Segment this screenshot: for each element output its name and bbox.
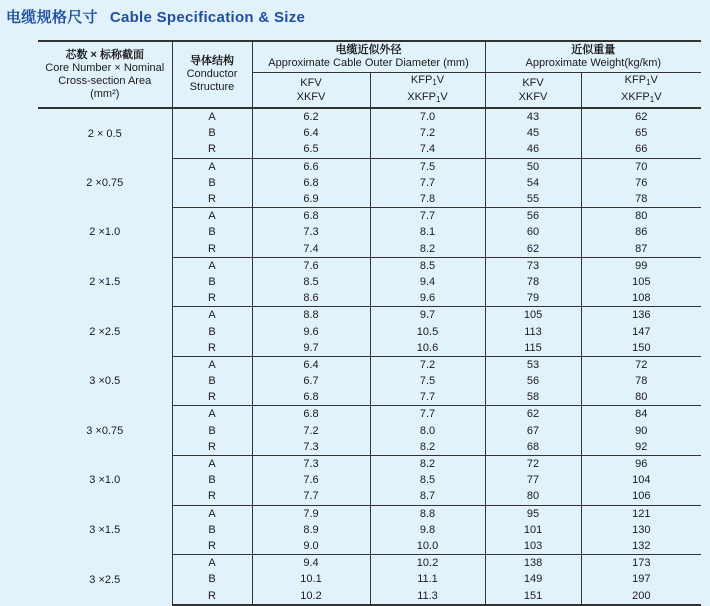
weight-kfv-cell: 60 — [485, 224, 581, 240]
weight-kfv-cell: 54 — [485, 175, 581, 191]
diam-kfp-cell: 9.6 — [370, 290, 485, 307]
diam-kfv-cell: 7.3 — [252, 455, 370, 472]
conductor-cell: R — [172, 290, 252, 307]
header-conductor: 导体结构 Conductor Structure — [172, 41, 252, 108]
diam-kfv-cell: 6.5 — [252, 141, 370, 158]
table-row — [38, 208, 701, 225]
spec-cell: 3 ×2.5 — [89, 573, 121, 586]
conductor-cell: B — [172, 373, 252, 389]
conductor-cell: R — [172, 488, 252, 505]
weight-kfp-cell: 136 — [581, 307, 701, 324]
weight-kfp-cell: 105 — [581, 274, 701, 290]
header-weight-kfp: $KFP_1V$ $XKFP_1V$ — [581, 73, 701, 109]
header-weight: 近似重量 Approximate Weight(kg/km) — [485, 41, 701, 73]
diam-kfp-cell: 7.7 — [370, 406, 485, 423]
weight-kfv-cell: 62 — [485, 406, 581, 423]
diam-kfp-cell: 10.2 — [370, 555, 485, 572]
diam-kfp-cell: 8.0 — [370, 423, 485, 439]
diam-kfv-cell: 9.0 — [252, 538, 370, 555]
conductor-cell: A — [172, 208, 252, 225]
diam-kfv-cell: 7.3 — [252, 224, 370, 240]
conductor-cell: B — [172, 224, 252, 240]
weight-kfv-cell: 95 — [485, 505, 581, 522]
weight-kfp-cell: 86 — [581, 224, 701, 240]
header-spec: 芯数 × 标称截面 Core Number × Nominal Cross-section Area (mm²) — [38, 41, 172, 108]
table-row — [38, 555, 701, 572]
diam-kfv-cell: 10.2 — [252, 587, 370, 604]
diam-kfv-cell: 9.6 — [252, 323, 370, 339]
conductor-cell: B — [172, 571, 252, 587]
diam-kfv-cell: 8.9 — [252, 522, 370, 538]
weight-kfp-cell: 150 — [581, 340, 701, 357]
conductor-cell: R — [172, 340, 252, 357]
title-en: Cable Specification & Size — [109, 9, 306, 26]
weight-kfv-cell: 78 — [485, 274, 581, 290]
conductor-cell: R — [172, 439, 252, 456]
diam-kfv-cell: 8.8 — [252, 307, 370, 324]
spec-cell: 2 ×1.5 — [89, 275, 121, 288]
title-cn: 电缆规格尺寸 — [6, 9, 98, 26]
diam-kfp-cell: 8.5 — [370, 257, 485, 274]
conductor-cell: A — [172, 455, 252, 472]
diam-kfp-cell: 8.2 — [370, 439, 485, 456]
weight-kfp-cell: 72 — [581, 356, 701, 373]
weight-kfv-cell: 103 — [485, 538, 581, 555]
diam-kfv-cell: 6.6 — [252, 158, 370, 175]
weight-kfp-cell: 65 — [581, 125, 701, 141]
spec-cell: 3 ×0.5 — [89, 375, 121, 388]
spec-cell: 2 ×2.5 — [89, 325, 121, 338]
weight-kfp-cell: 80 — [581, 389, 701, 406]
weight-kfp-cell: 96 — [581, 455, 701, 472]
table-row — [38, 455, 701, 472]
conductor-cell: B — [172, 423, 252, 439]
spec-cell: 2 ×1.0 — [89, 226, 121, 239]
spec-table — [38, 40, 701, 606]
conductor-cell: A — [172, 555, 252, 572]
conductor-cell: R — [172, 191, 252, 208]
weight-kfv-cell: 55 — [485, 191, 581, 208]
weight-kfp-cell: 78 — [581, 191, 701, 208]
weight-kfp-cell: 84 — [581, 406, 701, 423]
conductor-cell: R — [172, 389, 252, 406]
diam-kfv-cell: 6.8 — [252, 406, 370, 423]
diam-kfp-cell: 8.1 — [370, 224, 485, 240]
table-row — [38, 505, 701, 522]
table-row — [38, 158, 701, 175]
diam-kfp-cell: 7.8 — [370, 191, 485, 208]
page-title — [6, 6, 305, 27]
table-row — [38, 108, 701, 125]
weight-kfp-cell: 78 — [581, 373, 701, 389]
diam-kfv-cell: 8.5 — [252, 274, 370, 290]
diam-kfp-cell: 9.8 — [370, 522, 485, 538]
diam-kfv-cell: 7.9 — [252, 505, 370, 522]
weight-kfv-cell: 113 — [485, 323, 581, 339]
weight-kfv-cell: 115 — [485, 340, 581, 357]
diam-kfp-cell: 7.5 — [370, 158, 485, 175]
conductor-cell: A — [172, 505, 252, 522]
weight-kfv-cell: 50 — [485, 158, 581, 175]
diam-kfp-cell: 10.6 — [370, 340, 485, 357]
table-row — [38, 257, 701, 274]
header-diam-kfp: $KFP_1V$ $XKFP_1V$ — [370, 73, 485, 109]
conductor-cell: B — [172, 323, 252, 339]
table-header — [38, 41, 701, 108]
weight-kfv-cell: 105 — [485, 307, 581, 324]
conductor-cell: A — [172, 356, 252, 373]
weight-kfv-cell: 62 — [485, 241, 581, 258]
conductor-cell: A — [172, 307, 252, 324]
diam-kfv-cell: 7.6 — [252, 472, 370, 488]
weight-kfv-cell: 72 — [485, 455, 581, 472]
diam-kfv-cell: 7.6 — [252, 257, 370, 274]
conductor-cell: A — [172, 257, 252, 274]
weight-kfv-cell: 43 — [485, 108, 581, 125]
table-row — [38, 307, 701, 324]
weight-kfv-cell: 53 — [485, 356, 581, 373]
weight-kfv-cell: 56 — [485, 373, 581, 389]
diam-kfv-cell: 9.4 — [252, 555, 370, 572]
diam-kfp-cell: 10.5 — [370, 323, 485, 339]
diam-kfv-cell: 7.7 — [252, 488, 370, 505]
header-diam-kfv: KFV XKFV — [252, 73, 370, 109]
weight-kfv-cell: 80 — [485, 488, 581, 505]
weight-kfp-cell: 87 — [581, 241, 701, 258]
weight-kfp-cell: 200 — [581, 587, 701, 604]
weight-kfp-cell: 104 — [581, 472, 701, 488]
weight-kfp-cell: 76 — [581, 175, 701, 191]
weight-kfv-cell: 79 — [485, 290, 581, 307]
weight-kfp-cell: 197 — [581, 571, 701, 587]
diam-kfp-cell: 7.2 — [370, 356, 485, 373]
weight-kfp-cell: 130 — [581, 522, 701, 538]
diam-kfp-cell: 7.2 — [370, 125, 485, 141]
header-diameter: 电缆近似外径 Approximate Cable Outer Diameter (mm) — [252, 41, 485, 73]
weight-kfp-cell: 106 — [581, 488, 701, 505]
weight-kfv-cell: 149 — [485, 571, 581, 587]
diam-kfp-cell: 8.5 — [370, 472, 485, 488]
weight-kfv-cell: 151 — [485, 587, 581, 604]
weight-kfv-cell: 68 — [485, 439, 581, 456]
weight-kfv-cell: 56 — [485, 208, 581, 225]
weight-kfv-cell: 101 — [485, 522, 581, 538]
weight-kfv-cell: 46 — [485, 141, 581, 158]
weight-kfv-cell: 58 — [485, 389, 581, 406]
diam-kfv-cell: 10.1 — [252, 571, 370, 587]
diam-kfv-cell: 8.6 — [252, 290, 370, 307]
conductor-cell: A — [172, 406, 252, 423]
diam-kfv-cell: 6.8 — [252, 389, 370, 406]
diam-kfp-cell: 7.4 — [370, 141, 485, 158]
conductor-cell: R — [172, 141, 252, 158]
diam-kfp-cell: 7.7 — [370, 389, 485, 406]
conductor-cell: B — [172, 175, 252, 191]
conductor-cell: A — [172, 158, 252, 175]
diam-kfp-cell: 7.0 — [370, 108, 485, 125]
diam-kfv-cell: 6.9 — [252, 191, 370, 208]
table-row — [38, 356, 701, 373]
weight-kfp-cell: 80 — [581, 208, 701, 225]
conductor-cell: R — [172, 538, 252, 555]
diam-kfv-cell: 6.4 — [252, 356, 370, 373]
conductor-cell: A — [172, 108, 252, 125]
weight-kfp-cell: 147 — [581, 323, 701, 339]
diam-kfp-cell: 8.2 — [370, 455, 485, 472]
spec-cell: 3 ×0.75 — [86, 424, 124, 437]
weight-kfp-cell: 99 — [581, 257, 701, 274]
diam-kfv-cell: 7.3 — [252, 439, 370, 456]
conductor-cell: B — [172, 472, 252, 488]
conductor-cell: B — [172, 125, 252, 141]
diam-kfv-cell: 9.7 — [252, 340, 370, 357]
diam-kfp-cell: 9.4 — [370, 274, 485, 290]
weight-kfv-cell: 45 — [485, 125, 581, 141]
weight-kfp-cell: 90 — [581, 423, 701, 439]
weight-kfp-cell: 173 — [581, 555, 701, 572]
weight-kfp-cell: 108 — [581, 290, 701, 307]
conductor-cell: R — [172, 241, 252, 258]
table-body — [38, 108, 701, 605]
weight-kfp-cell: 132 — [581, 538, 701, 555]
conductor-cell: R — [172, 587, 252, 604]
spec-cell: 3 ×1.5 — [89, 523, 121, 536]
diam-kfv-cell: 6.8 — [252, 175, 370, 191]
conductor-cell: B — [172, 522, 252, 538]
diam-kfp-cell: 7.7 — [370, 175, 485, 191]
header-weight-kfv: KFV XKFV — [485, 73, 581, 109]
spec-cell: 3 ×1.0 — [89, 474, 121, 487]
weight-kfp-cell: 121 — [581, 505, 701, 522]
diam-kfv-cell: 7.2 — [252, 423, 370, 439]
diam-kfp-cell: 8.7 — [370, 488, 485, 505]
weight-kfp-cell: 62 — [581, 108, 701, 125]
table-row — [38, 406, 701, 423]
weight-kfv-cell: 67 — [485, 423, 581, 439]
diam-kfp-cell: 11.3 — [370, 587, 485, 604]
diam-kfp-cell: 9.7 — [370, 307, 485, 324]
diam-kfv-cell: 6.8 — [252, 208, 370, 225]
weight-kfp-cell: 92 — [581, 439, 701, 456]
diam-kfv-cell: 6.2 — [252, 108, 370, 125]
diam-kfp-cell: 7.7 — [370, 208, 485, 225]
spec-cell: 2 ×0.75 — [86, 176, 124, 189]
weight-kfv-cell: 73 — [485, 257, 581, 274]
diam-kfp-cell: 8.8 — [370, 505, 485, 522]
weight-kfp-cell: 66 — [581, 141, 701, 158]
diam-kfp-cell: 7.5 — [370, 373, 485, 389]
weight-kfv-cell: 138 — [485, 555, 581, 572]
weight-kfp-cell: 70 — [581, 158, 701, 175]
diam-kfp-cell: 8.2 — [370, 241, 485, 258]
weight-kfv-cell: 77 — [485, 472, 581, 488]
diam-kfv-cell: 6.7 — [252, 373, 370, 389]
conductor-cell: B — [172, 274, 252, 290]
diam-kfv-cell: 7.4 — [252, 241, 370, 258]
diam-kfp-cell: 11.1 — [370, 571, 485, 587]
spec-cell: 2 × 0.5 — [87, 127, 122, 140]
diam-kfv-cell: 6.4 — [252, 125, 370, 141]
diam-kfp-cell: 10.0 — [370, 538, 485, 555]
